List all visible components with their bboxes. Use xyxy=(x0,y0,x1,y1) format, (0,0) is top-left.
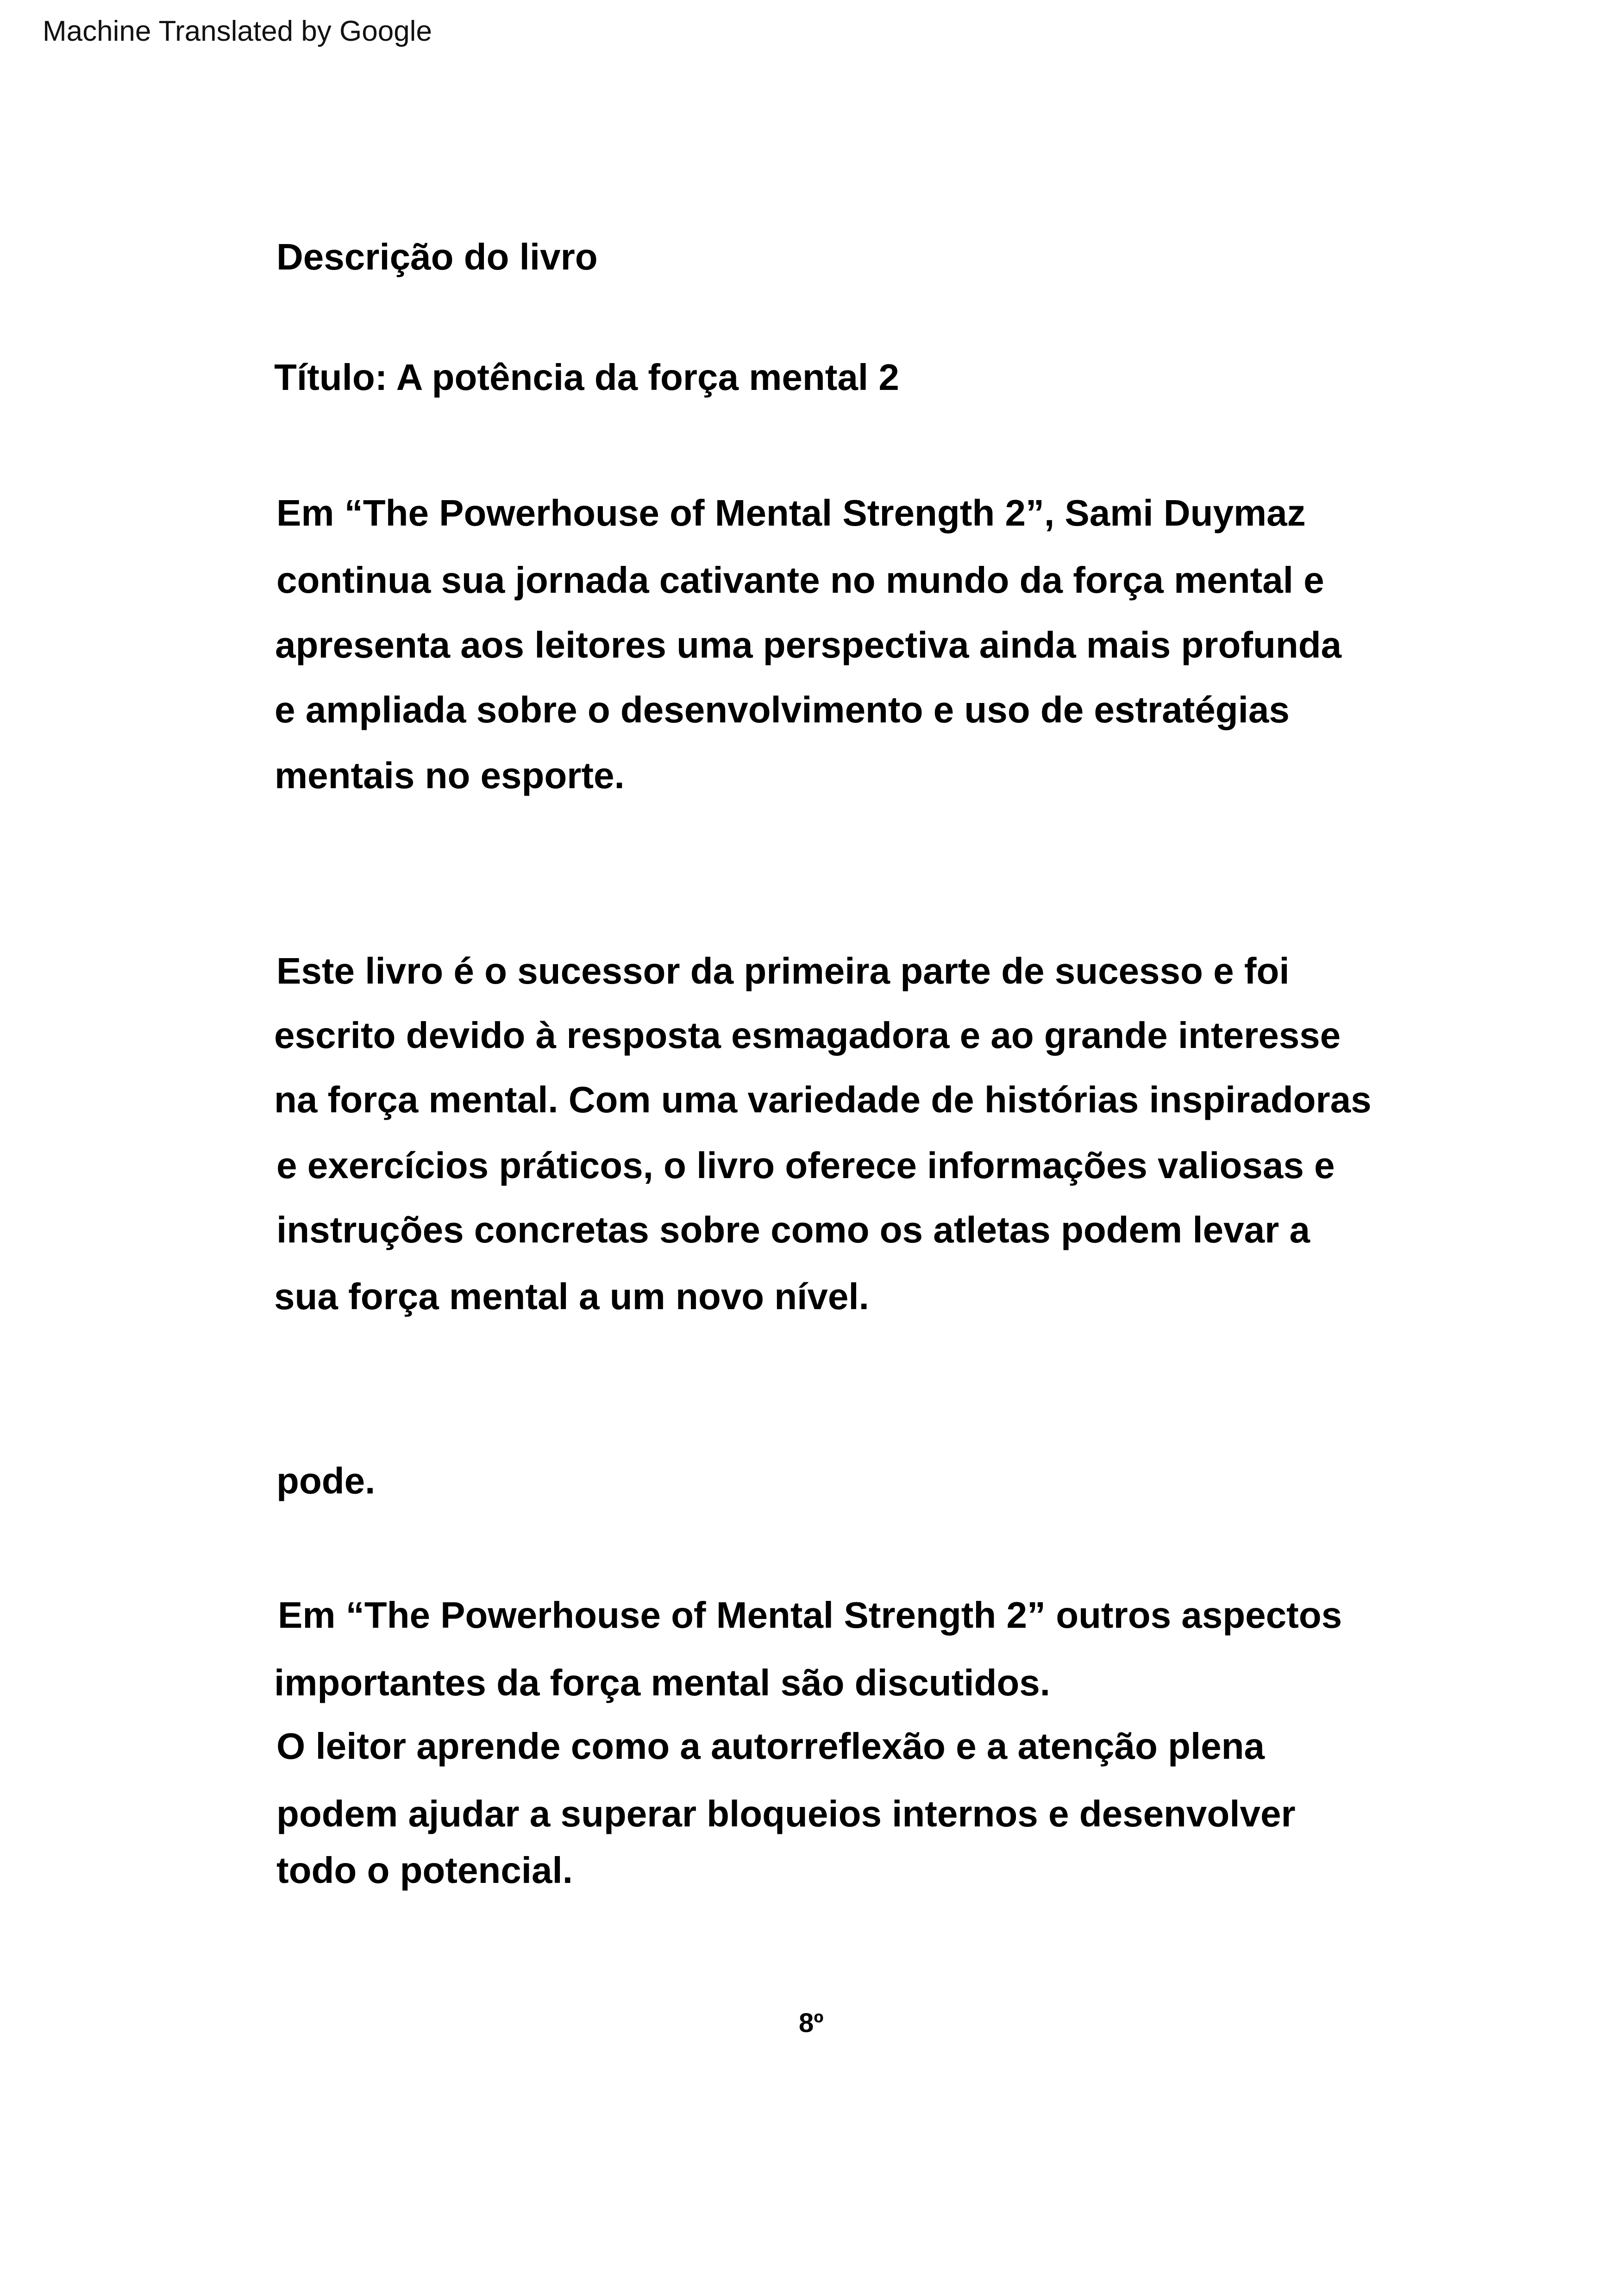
page-number: 8º xyxy=(799,2008,824,2038)
paragraph-line: todo o potencial. xyxy=(276,1850,573,1891)
paragraph-line: podem ajudar a superar bloqueios internos e desenvolver xyxy=(276,1793,1296,1834)
section-title: Descrição do livro xyxy=(276,236,598,277)
paragraph-line: importantes da força mental são discutidos. xyxy=(274,1662,1050,1703)
paragraph-line: instruções concretas sobre como os atletas podem levar a xyxy=(276,1209,1310,1250)
paragraph-line: continua sua jornada cativante no mundo da força mental e xyxy=(276,559,1324,601)
book-title: Título: A potência da força mental 2 xyxy=(274,357,899,398)
paragraph-line: O leitor aprende como a autorreflexão e a atenção plena xyxy=(276,1725,1265,1767)
paragraph-line: Em “The Powerhouse of Mental Strength 2” outros aspectos xyxy=(278,1594,1342,1636)
paragraph-line: e ampliada sobre o desenvolvimento e uso de estratégias xyxy=(275,689,1290,730)
watermark: Machine Translated by Google xyxy=(43,15,432,47)
paragraph-line: e exercícios práticos, o livro oferece informações valiosas e xyxy=(276,1145,1335,1186)
paragraph-line: Este livro é o sucessor da primeira parte de sucesso e foi xyxy=(276,950,1290,991)
paragraph-line: apresenta aos leitores uma perspectiva ainda mais profunda xyxy=(275,624,1342,665)
paragraph-line: escrito devido à resposta esmagadora e ao grande interesse xyxy=(274,1015,1341,1056)
paragraph-line: Em “The Powerhouse of Mental Strength 2”, Sami Duymaz xyxy=(276,492,1306,533)
paragraph-line: na força mental. Com uma variedade de histórias inspiradoras xyxy=(274,1079,1372,1120)
paragraph-line: mentais no esporte. xyxy=(275,755,625,796)
paragraph-line: pode. xyxy=(276,1460,376,1501)
paragraph-line: sua força mental a um novo nível. xyxy=(274,1276,869,1317)
